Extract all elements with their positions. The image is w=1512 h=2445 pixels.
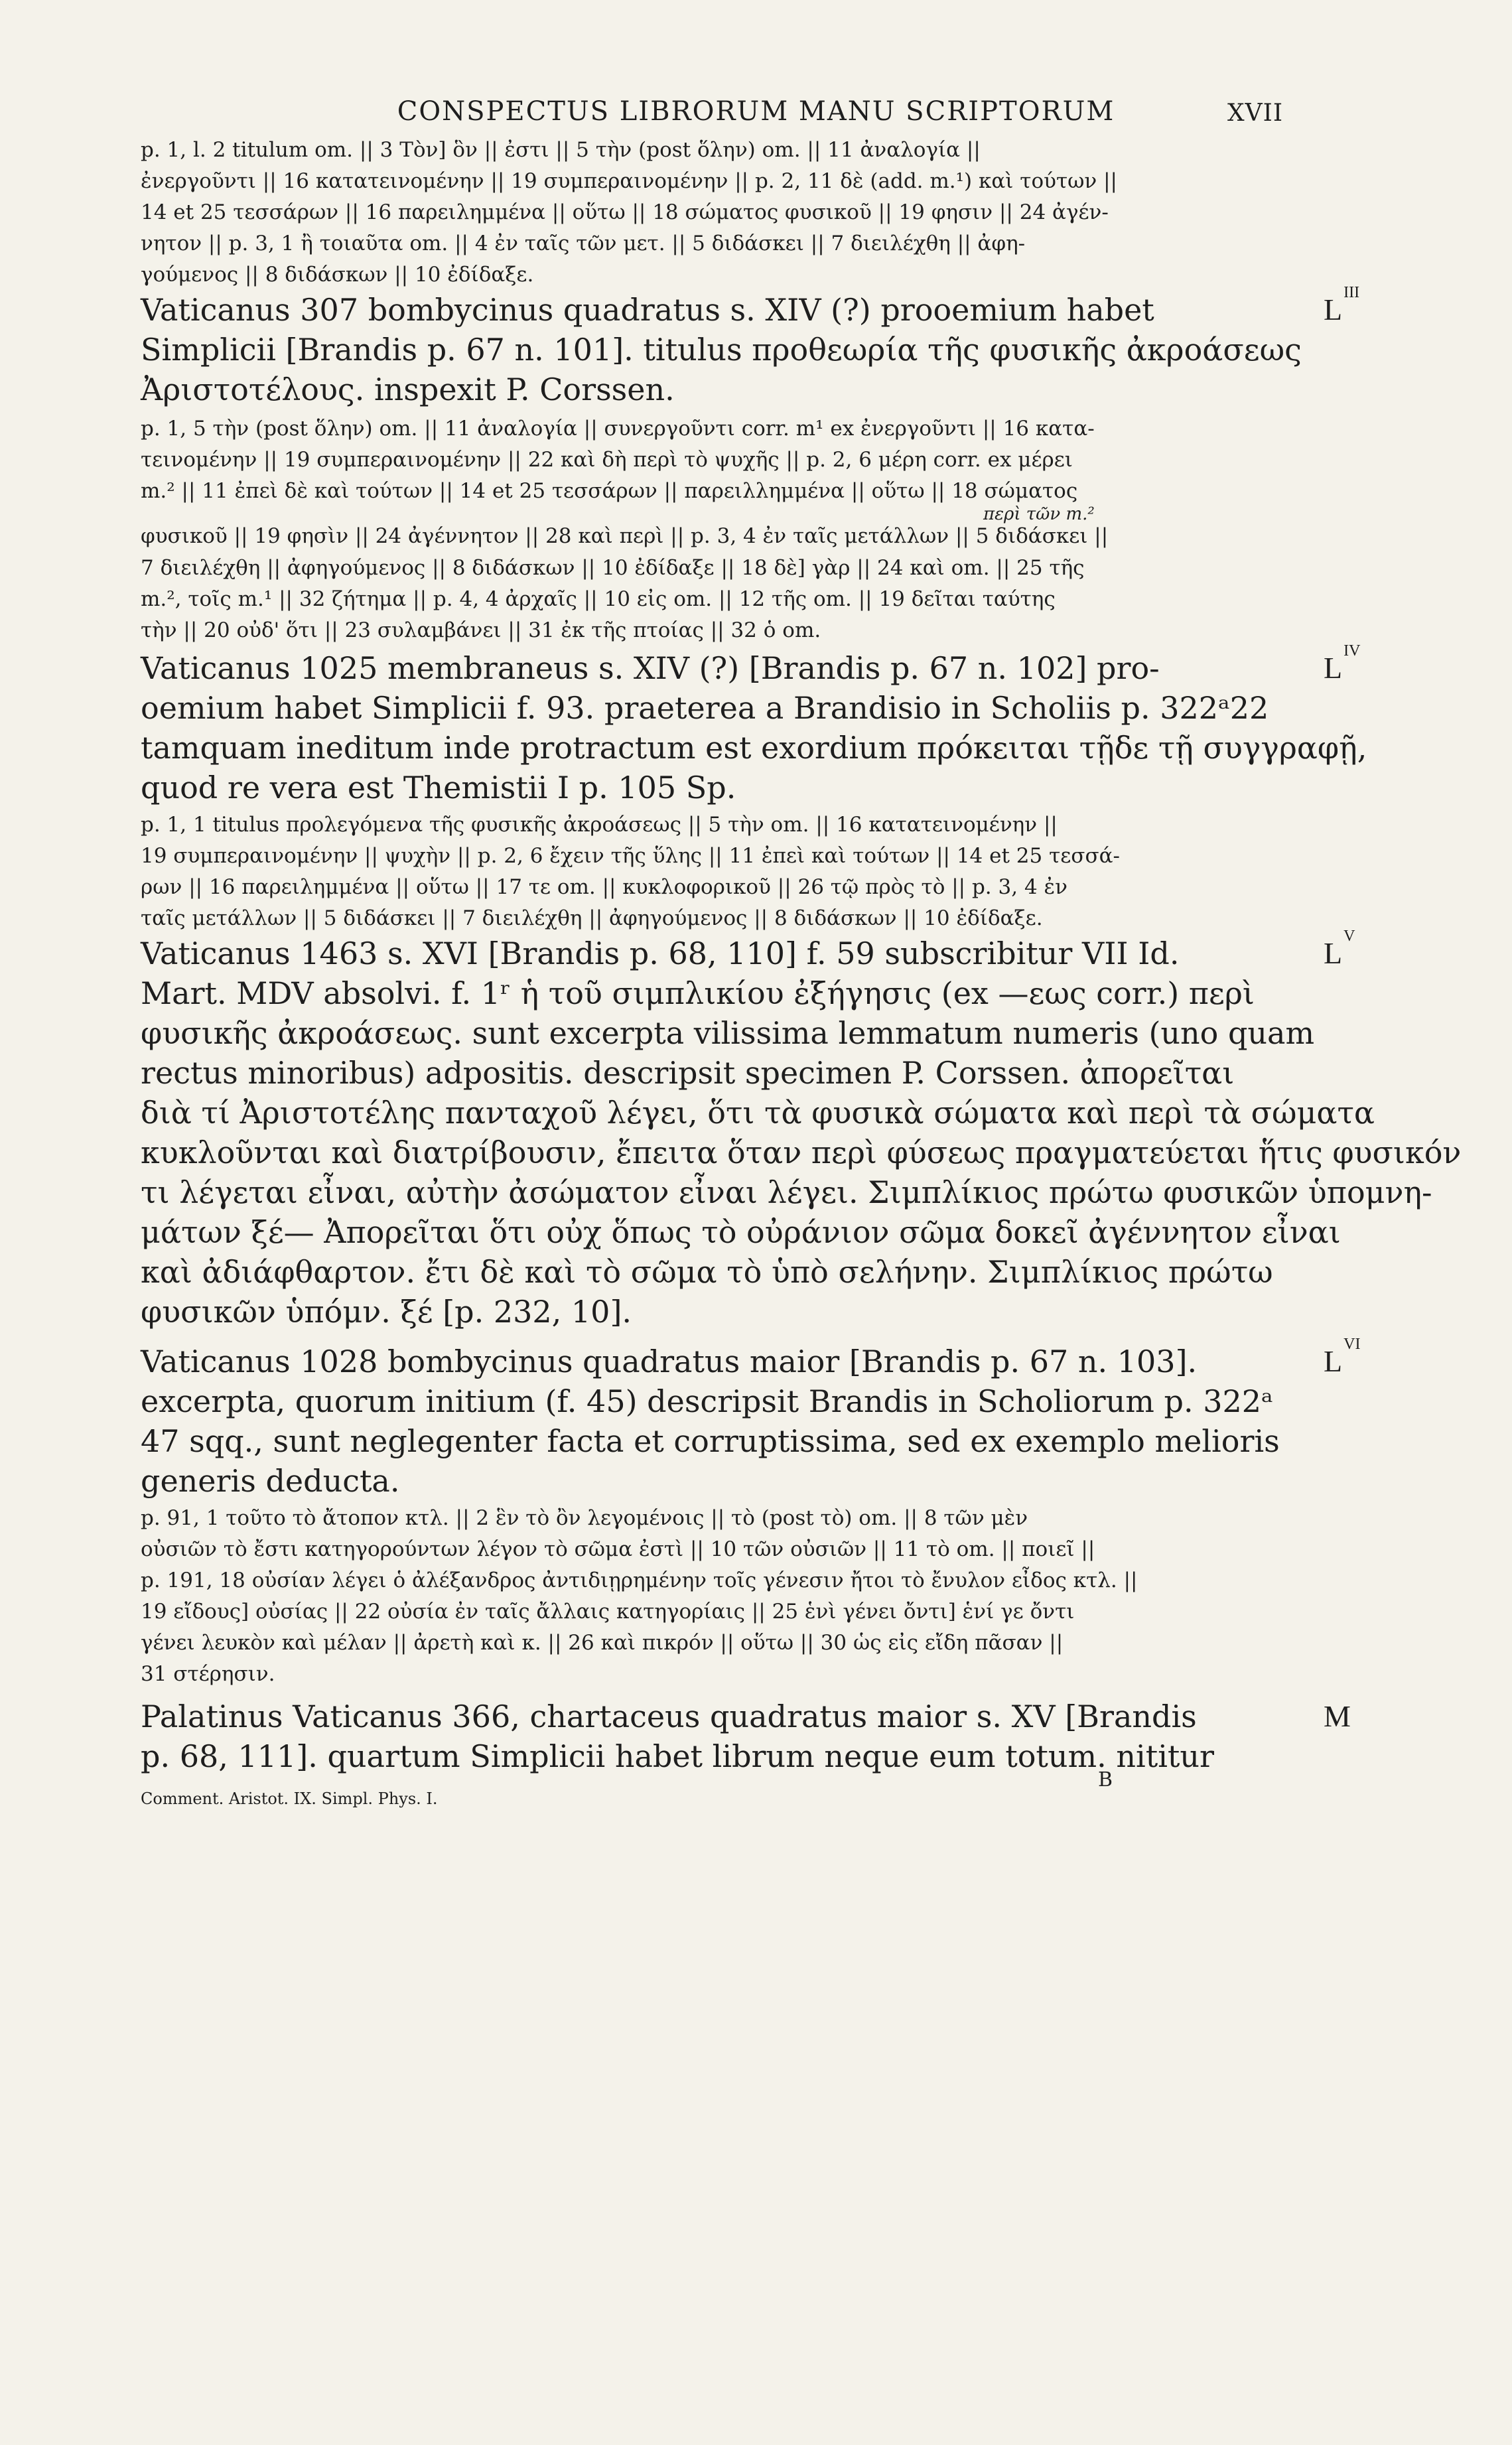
apparatus-line: ρων || 16 παρειλημμένα || οὕτω || 17 τε om. || κυκλοφορικοῦ || 26 τῷ πρὸς τὸ || p. 3, 4 ἐν [141, 875, 1067, 899]
apparatus-line: γένει λευκὸν καὶ μέλαν || ἀρετὴ καὶ κ. || 26 καὶ πικρόν || οὕτω || 30 ὡς εἰς εἴδη πᾶσαν || [141, 1631, 1064, 1655]
apparatus-line: p. 91, 1 τοῦτο τὸ ἄτοπον κτλ. || 2 ἓν τὸ ὂν λεγομένοις || τὸ (post τὸ) om. || 8 τῶν μὲν [141, 1506, 1028, 1530]
running-head: CONSPECTUS LIBRORUM MANU SCRIPTORUM [397, 96, 1115, 127]
manuscript-entry: Vaticanus 1025 membraneus s. XIV (?) [Brandis p. 67 n. 102] pro- [141, 650, 1160, 686]
siglum-number: III [1343, 283, 1360, 301]
manuscript-entry: oemium habet Simplicii f. 93. praeterea a Brandisio in Scholiis p. 322ᵃ22 [141, 690, 1269, 726]
siglum-L4 [1324, 642, 1361, 685]
apparatus-line: ταῖς μετάλλων || 5 διδάσκει || 7 διειλέχθη || ἀφηγούμενος || 8 διδάσκων || 10 ἐδίδαξε. [141, 906, 1043, 930]
siglum-letter: M [1324, 1699, 1351, 1733]
siglum-L3 [1324, 283, 1360, 327]
apparatus-line: p. 1, 1 titulus προλεγόμενα τῆς φυσικῆς ἀκροάσεως || 5 τὴν om. || 16 κατατεινομένην || [141, 813, 1058, 837]
siglum-M [1324, 1699, 1351, 1734]
apparatus-line: φυσικοῦ || 19 φησὶν || 24 ἀγέννητον || 28 καὶ περὶ || p. 3, 4 ἐν ταῖς μετάλλων || 5 διδάσκει || [141, 524, 1109, 548]
manuscript-entry: tamquam ineditum inde protractum est exordium πρόκειται τῇδε τῇ συγγραφῇ, [141, 730, 1367, 766]
manuscript-entry: Vaticanus 1028 bombycinus quadratus maior [Brandis p. 67 n. 103]. [141, 1344, 1198, 1379]
manuscript-entry: 47 sqq., sunt neglegenter facta et corruptissima, sed ex exemplo melioris [141, 1423, 1280, 1459]
apparatus-line: τεινομένην || 19 συμπεραινομένην || 22 καὶ δὴ περὶ τὸ ψυχῆς || p. 2, 6 μέρη corr. ex μέρει [141, 448, 1073, 472]
siglum-number: V [1343, 927, 1355, 945]
manuscript-entry: κυκλοῦνται καὶ διατρίβουσιν, ἔπειτα ὅταν περὶ φύσεως πραγματεύεται ἥτις φυσικόν [141, 1135, 1462, 1170]
apparatus-line: 19 συμπεραινομένην || ψυχὴν || p. 2, 6 ἔχειν τῆς ὕλης || 11 ἐπεὶ καὶ τούτων || 14 et 25 τεσσά- [141, 844, 1121, 868]
apparatus-line: νητον || p. 3, 1 ἢ τοιαῦτα om. || 4 ἐν ταῖς τῶν μετ. || 5 διδάσκει || 7 διειλέχθη || ἀφη- [141, 232, 1026, 255]
manuscript-entry: καὶ ἀδιάφθαρτον. ἔτι δὲ καὶ τὸ σῶμα τὸ ὑπὸ σελήνην. Σιμπλίκιος πρώτω [141, 1254, 1273, 1290]
interlinear-correction: περὶ τῶν m.² [983, 504, 1095, 524]
manuscript-entry: Mart. MDV absolvi. f. 1ʳ ἡ τοῦ σιμπλικίου ἐξήγησις (ex —εως corr.) περὶ [141, 975, 1255, 1011]
siglum-letter: L [1324, 1344, 1343, 1378]
siglum-number: VI [1343, 1335, 1361, 1353]
siglum-letter: L [1324, 651, 1343, 685]
apparatus-line: οὐσιῶν τὸ ἔστι κατηγορούντων λέγον τὸ σῶμα ἐστὶ || 10 τῶν οὐσιῶν || 11 τὸ om. || ποιεῖ || [141, 1537, 1095, 1561]
apparatus-line: m.², τοῖς m.¹ || 32 ζήτημα || p. 4, 4 ἀρχαῖς || 10 εἰς om. || 12 τῆς om. || 19 δεῖται ταύτης [141, 587, 1056, 611]
manuscript-entry: generis deducta. [141, 1463, 400, 1499]
manuscript-entry: p. 68, 111]. quartum Simplicii habet librum neque eum totum. nititur [141, 1738, 1215, 1774]
apparatus-line: τὴν || 20 οὐδ' ὅτι || 23 συλαμβάνει || 31 ἐκ τῆς πτοίας || 32 ὁ om. [141, 618, 821, 642]
apparatus-line: γούμενος || 8 διδάσκων || 10 ἐδίδαξε. [141, 263, 534, 287]
siglum-letter: L [1324, 936, 1343, 970]
manuscript-entry: τι λέγεται εἶναι, αὐτὴν ἀσώματον εἶναι λέγει. Σιμπλίκιος πρώτω φυσικῶν ὑπομνη- [141, 1174, 1432, 1210]
signature-mark: B [1098, 1768, 1113, 1791]
siglum-letter: L [1324, 293, 1343, 326]
apparatus-line: 7 διειλέχθη || ἀφηγούμενος || 8 διδάσκων || 10 ἐδίδαξε || 18 δὲ] γὰρ || 24 καὶ om. || 25 τῆς [141, 556, 1085, 580]
manuscript-entry: φυσικῆς ἀκροάσεως. sunt excerpta vilissima lemmatum numeris (uno quam [141, 1015, 1315, 1051]
siglum-number: IV [1343, 642, 1361, 660]
manuscript-entry: διὰ τί Ἀριστοτέλης πανταχοῦ λέγει, ὅτι τὰ φυσικὰ σώματα καὶ περὶ τὰ σώματα [141, 1095, 1375, 1131]
manuscript-entry: Vaticanus 307 bombycinus quadratus s. XIV (?) prooemium habet [141, 292, 1154, 328]
manuscript-entry: μάτων ξέ— Ἀπορεῖται ὅτι οὐχ ὅπως τὸ οὐράνιον σῶμα δοκεῖ ἀγέννητον εἶναι [141, 1214, 1341, 1250]
siglum-L6 [1324, 1335, 1361, 1379]
manuscript-entry: Ἀριστοτέλους. inspexit P. Corssen. [141, 372, 675, 407]
apparatus-line: p. 1, 5 τὴν (post ὅλην) om. || 11 ἀναλογία || συνεργοῦντι corr. m¹ ex ἐνεργοῦντι || 16 κατα- [141, 417, 1095, 441]
manuscript-entry: excerpta, quorum initium (f. 45) descripsit Brandis in Scholiorum p. 322ᵃ [141, 1383, 1273, 1419]
footer-note: Comment. Aristot. IX. Simpl. Phys. I. [141, 1789, 438, 1808]
apparatus-line: m.² || 11 ἐπεὶ δὲ καὶ τούτων || 14 et 25 τεσσάρων || παρειλλημμένα || οὕτω || 18 σώματος [141, 479, 1078, 503]
apparatus-line: ἐνεργοῦντι || 16 κατατεινομένην || 19 συμπεραινομένην || p. 2, 11 δὲ (add. m.¹) καὶ τούτων || [141, 169, 1117, 193]
apparatus-line: p. 1, l. 2 titulum om. || 3 Tὸν] ὃν || ἐστι || 5 τὴν (post ὅλην) om. || 11 ἀναλογία || [141, 138, 981, 162]
manuscript-entry: Palatinus Vaticanus 366, chartaceus quadratus maior s. XV [Brandis [141, 1699, 1197, 1734]
manuscript-entry: quod re vera est Themistii I p. 105 Sp. [141, 770, 736, 805]
manuscript-entry: rectus minoribus) adpositis. descripsit specimen P. Corssen. ἀπορεῖται [141, 1055, 1235, 1091]
apparatus-line: p. 191, 18 οὐσίαν λέγει ὁ ἀλέξανδρος ἀντιδιῃρημένην τοῖς γένεσιν ἤτοι τὸ ἔνυλον εἶδος κτλ. || [141, 1569, 1138, 1592]
siglum-L5 [1324, 927, 1355, 971]
manuscript-entry: Vaticanus 1463 s. XVI [Brandis p. 68, 110] f. 59 subscribitur VII Id. [141, 936, 1180, 971]
apparatus-line: 31 στέρησιν. [141, 1662, 275, 1686]
page-number: XVII [1227, 100, 1284, 127]
manuscript-entry: φυσικῶν ὑπόμν. ξέ [p. 232, 10]. [141, 1294, 632, 1330]
manuscript-entry: Simplicii [Brandis p. 67 n. 101]. titulus προθεωρία τῆς φυσικῆς ἀκροάσεως [141, 332, 1302, 368]
apparatus-line: 14 et 25 τεσσάρων || 16 παρειλημμένα || οὕτω || 18 σώματος φυσικοῦ || 19 φησιν || 24 ἀγέν- [141, 200, 1109, 224]
apparatus-line: 19 εἴδους] οὐσίας || 22 οὐσία ἐν ταῖς ἄλλαις κατηγορίαις || 25 ἑνὶ γένει ὄντι] ἑνί γε ὄντι [141, 1600, 1075, 1624]
